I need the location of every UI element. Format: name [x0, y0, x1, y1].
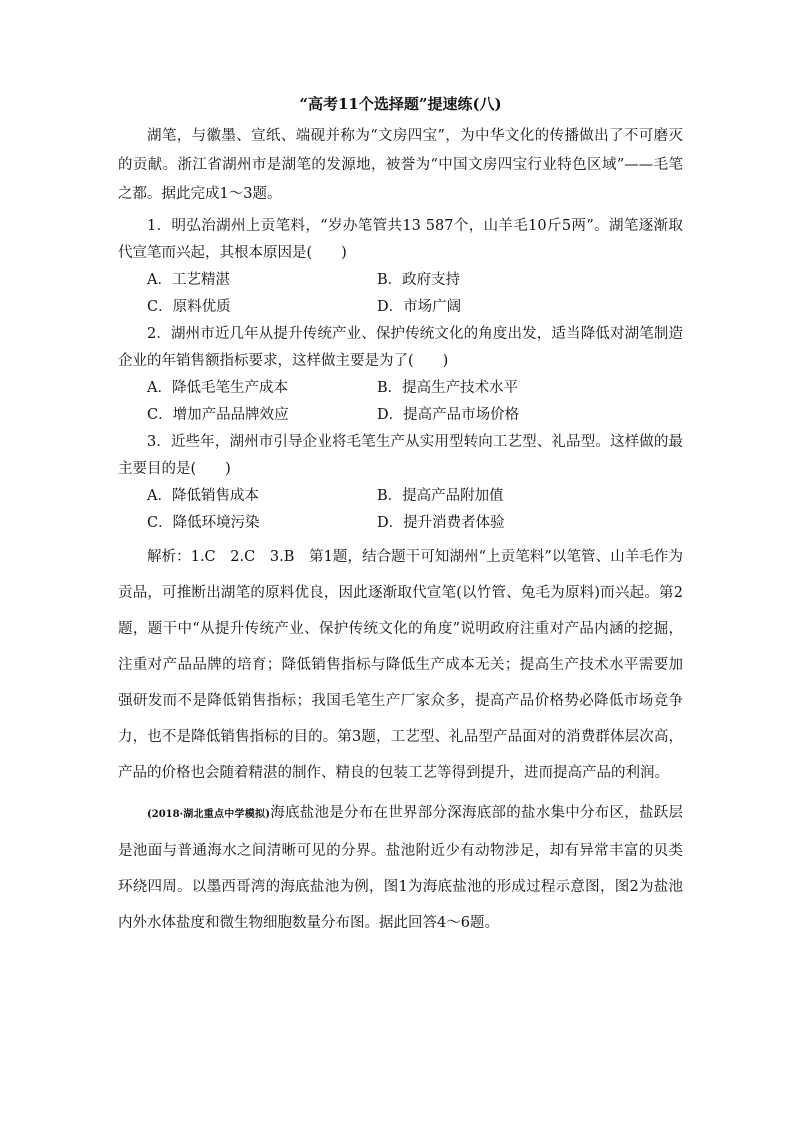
question-3-options	[118, 483, 683, 537]
option-1b: B．政府支持	[377, 272, 461, 288]
document-page	[118, 92, 683, 941]
option-2b: B．提高生产技术水平	[377, 380, 519, 396]
question-1-options	[118, 267, 683, 321]
option-2a: A．降低毛笔生产成本	[147, 380, 288, 396]
option-1a: A．工艺精湛	[147, 272, 230, 288]
question-2	[118, 321, 683, 429]
question-3-stem: 3．近些年，湖州市引导企业将毛笔生产从实用型转向工艺型、礼品型。这样做的最主要目的是( )	[118, 434, 683, 477]
option-2c: C．增加产品品牌效应	[147, 407, 289, 423]
option-2d: D．提高产品市场价格	[377, 407, 520, 423]
answer-explanation: 解析：1.C 2.C 3.B 第1题，结合题干可知湖州“上贡笔料”以笔管、山羊毛作为贡品，可推断出湖笔的原料优良，因此逐渐取代宣笔(以竹管、兔毛为原料)而兴起。第2题，题干中“从提升传统产业、保护传统文化的角度”说明政府注重对产品内涵的挖掘，注重对产品品牌的培育；降低销售指标与降低生产成本无关；提高生产技术水平需要加强研发而不是降低销售指标；我国毛笔生产厂家众多，提高产品价格势必降低市场竞争力，也不是降低销售指标的目的。第3题，工艺型、礼品型产品面对的消费群体层次高，产品的价格也会随着精湛的制作、精良的包装工艺等得到提升，进而提高产品的利润。	[118, 549, 683, 781]
option-3b: B．提高产品附加值	[377, 488, 504, 504]
question-3	[118, 429, 683, 537]
question-1	[118, 213, 683, 321]
question-2-options	[118, 375, 683, 429]
passage-2-source: (2018·湖北重点中学模拟)	[147, 809, 271, 820]
passage-2	[118, 795, 683, 941]
intro-passage: 湖笔，与徽墨、宣纸、端砚并称为“文房四宝”，为中华文化的传播做出了不可磨灭的贡献。浙江省湖州市是湖笔的发源地，被誉为“中国文房四宝行业特色区域”——毛笔之都。据此完成1～3题。	[118, 128, 683, 202]
option-3c: C．降低环境污染	[147, 515, 260, 531]
doc-title: “高考11个选择题”提速练(八)	[299, 95, 502, 113]
question-2-stem: 2．湖州市近几年从提升传统产业、保护传统文化的角度出发，适当降低对湖笔制造企业的年销售额指标要求，这样做主要是为了( )	[118, 326, 683, 369]
option-1c: C．原料优质	[147, 299, 231, 315]
option-1d: D．市场广阔	[377, 299, 462, 315]
option-3a: A．降低销售成本	[147, 488, 259, 504]
option-3d: D．提升消费者体验	[377, 515, 505, 531]
passage-2-body: 海底盐池是分布在世界部分深海底部的盐水集中分布区，盐跃层是池面与普通海水之间清晰可见的分界。盐池附近少有动物涉足，却有异常丰富的贝类环绕四周。以墨西哥湾的海底盐池为例，图1为海底盐池的形成过程示意图，图2为盐池内外水体盐度和微生物细胞数量分布图。据此回答4～6题。	[118, 805, 684, 931]
question-1-stem: 1．明弘治湖州上贡笔料，“岁办笔管共13 587个，山羊毛10斤5两”。湖笔逐渐取代宣笔而兴起，其根本原因是( )	[118, 218, 683, 261]
